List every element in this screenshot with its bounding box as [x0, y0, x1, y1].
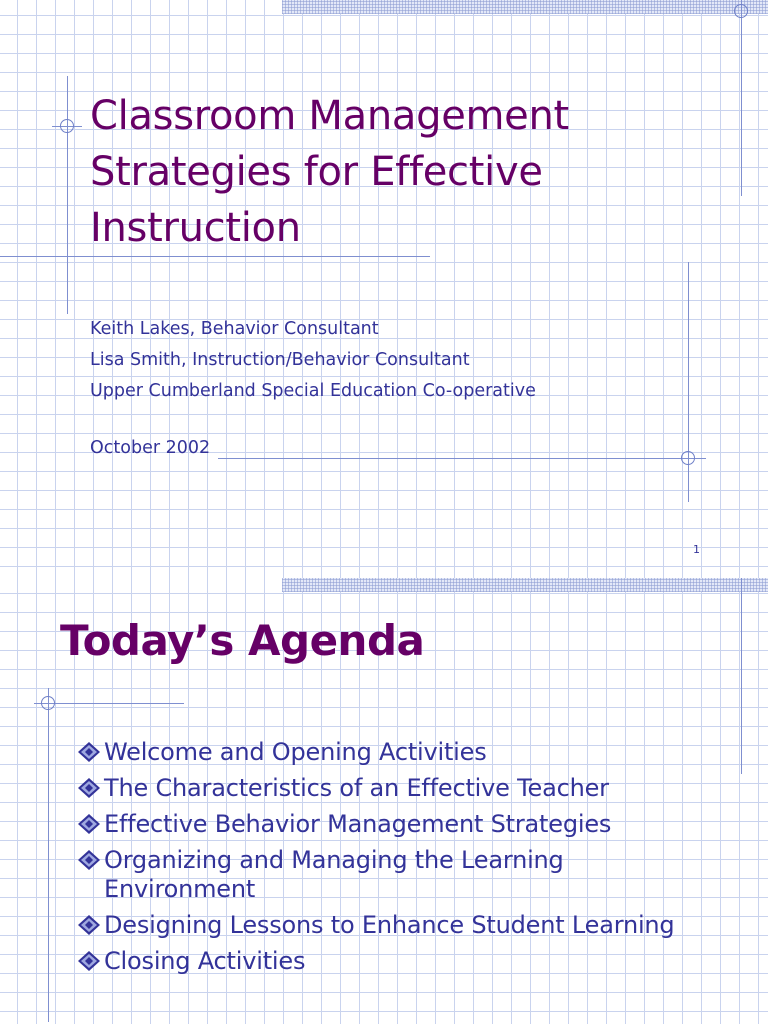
decorative-line	[48, 688, 49, 1022]
decorative-band	[282, 578, 768, 592]
agenda-title: Today’s Agenda	[60, 616, 425, 665]
decorative-band	[282, 0, 768, 14]
decorative-line	[688, 262, 689, 502]
decorative-line	[34, 703, 184, 704]
decorative-line	[218, 458, 706, 459]
presenter-list	[90, 314, 536, 407]
agenda-item-label: The Characteristics of an Effective Teacher	[104, 774, 609, 802]
diamond-bullet-icon	[76, 774, 104, 803]
decorative-line	[0, 256, 430, 257]
agenda-item-label: Welcome and Opening Activities	[104, 738, 487, 766]
organization-line: Upper Cumberland Special Education Co-operative	[90, 381, 536, 401]
presenter-line: Keith Lakes, Behavior Consultant	[90, 319, 379, 339]
agenda-item-label: Effective Behavior Management Strategies	[104, 810, 612, 838]
diamond-bullet-icon	[76, 810, 104, 839]
crosshair-ring-icon	[681, 451, 695, 465]
presentation-date: October 2002	[90, 438, 211, 458]
agenda-item-label: Designing Lessons to Enhance Student Learning	[104, 911, 675, 939]
decorative-line	[741, 0, 742, 196]
agenda-item	[76, 774, 716, 803]
agenda-list	[76, 738, 716, 983]
crosshair-ring-icon	[41, 696, 55, 710]
slide-title: Classroom Management Strategies for Effective Instruction	[90, 93, 569, 251]
diamond-bullet-icon	[76, 846, 104, 875]
agenda-item	[76, 810, 716, 839]
agenda-item	[76, 947, 716, 976]
decorative-line	[67, 76, 68, 314]
agenda-item	[76, 911, 716, 940]
agenda-item	[76, 846, 716, 904]
diamond-bullet-icon	[76, 947, 104, 976]
agenda-item-label: Closing Activities	[104, 947, 306, 975]
diamond-bullet-icon	[76, 738, 104, 767]
agenda-item	[76, 738, 716, 767]
decorative-line	[741, 578, 742, 774]
diamond-bullet-icon	[76, 911, 104, 940]
presenter-line: Lisa Smith, Instruction/Behavior Consultant	[90, 350, 470, 370]
agenda-item-label: Organizing and Managing the Learning Environment	[104, 846, 564, 903]
crosshair-ring-icon	[60, 119, 74, 133]
page-number: 1	[693, 543, 700, 556]
crosshair-ring-icon	[734, 4, 748, 18]
